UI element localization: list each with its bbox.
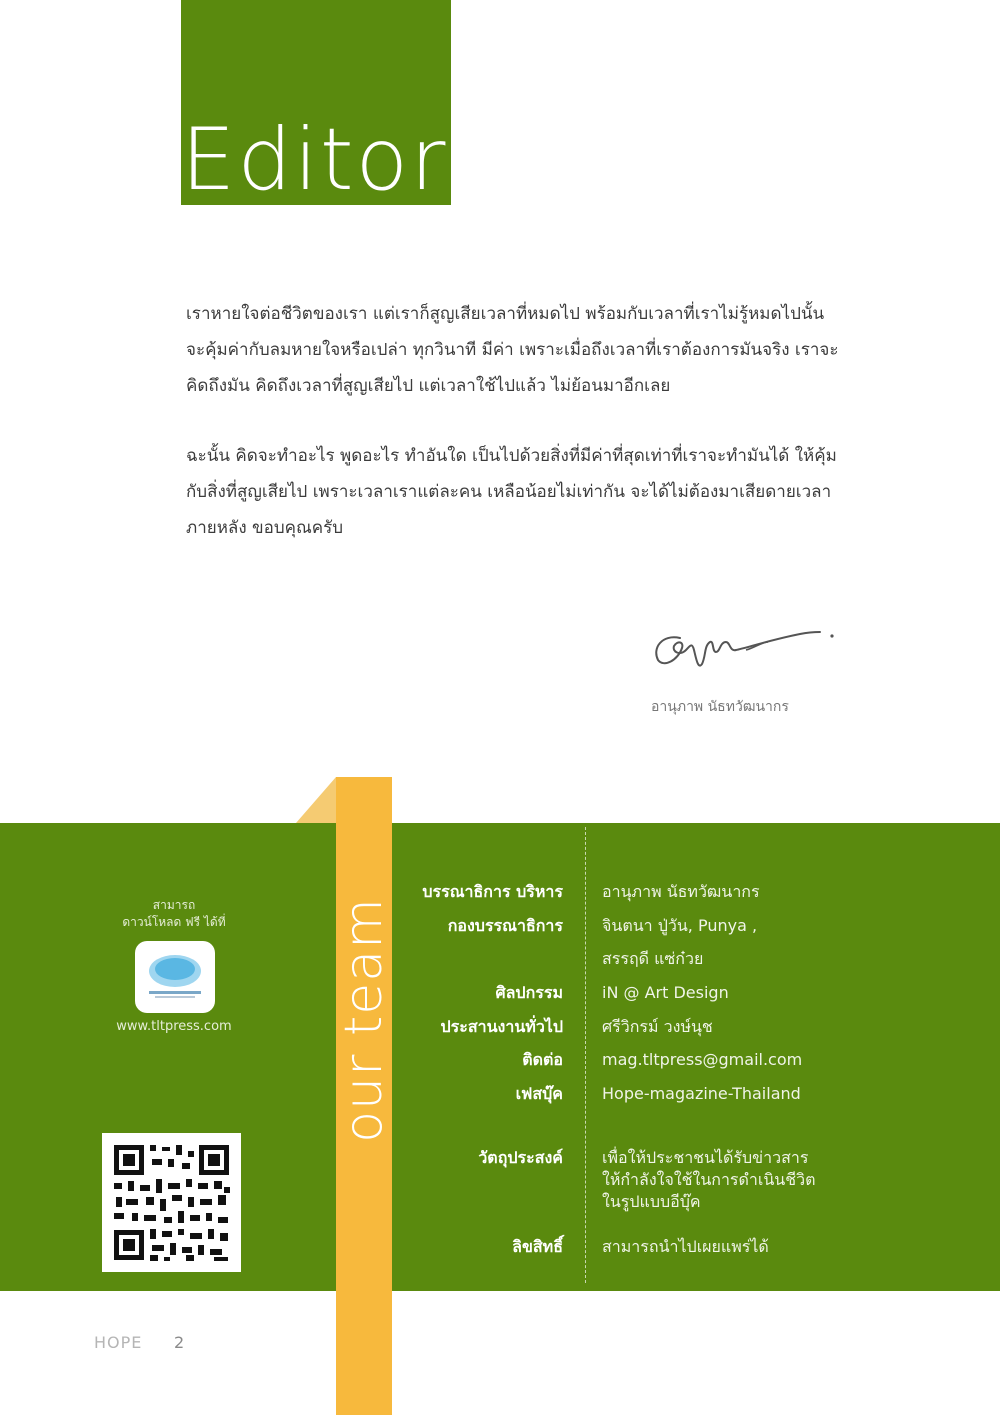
- page-number: 2: [174, 1333, 185, 1352]
- page-title: Editor: [181, 110, 448, 210]
- credit-value: อานุภาพ นัธทวัฒนากร: [602, 882, 760, 901]
- credit-label: ศิลปกรรม: [495, 983, 563, 1002]
- orange-corner-decoration: [296, 777, 336, 823]
- tltpress-app-icon[interactable]: [135, 941, 215, 1013]
- footer-brand: HOPE: [94, 1333, 143, 1352]
- download-caption-line-1: สามารถ: [152, 898, 196, 912]
- website-link[interactable]: www.tltpress.com: [116, 1019, 232, 1034]
- signer-name: อานุภาพ นัธทวัฒนากร: [651, 699, 789, 715]
- credit-value: iN @ Art Design: [602, 983, 729, 1002]
- editorial-paragraph-1: เราหายใจต่อชีวิตของเรา แต่เราก็สูญเสียเวลาที่หมดไป พร้อมกับเวลาที่เราไม่รู้หมดไปนั้น จะคุ้มค่ากับลมหายใจหรือเปล่า ทุกวินาที มีค่า เพราะเมื่อถึงเวลาที่เราต้องการมันจริง เราจะคิดถึงมัน คิดถึงเวลาที่สูญเสียไป แต่เวลาใช้ไปแล้ว ไม่ย้อนมาอีกเลย: [186, 304, 839, 396]
- editorial-paragraph-2: ฉะนั้น คิดจะทำอะไร พูดอะไร ทำอันใด เป็นไปด้วยสิ่งที่มีค่าที่สุดเท่าที่เราจะทำมันได้ ให้คุ้มกับสิ่งที่สูญเสียไป เพราะเวลาเราแต่ละคน เหลือน้อยไม่เท่ากัน จะได้ไม่ต้องมาเสียดายเวลาภายหลัง ขอบคุณครับ: [186, 446, 837, 538]
- credit-label: ติดต่อ: [522, 1050, 563, 1069]
- credit-label: วัตถุประสงค์: [478, 1148, 563, 1167]
- credits-divider: [585, 827, 586, 1283]
- credit-label: ประสานงานทั่วไป: [440, 1017, 563, 1036]
- credit-value: ศรีวิกรม์ วงษ์นุช: [602, 1017, 713, 1036]
- credit-label: เฟสบุ๊ค: [515, 1084, 563, 1103]
- credit-label: บรรณาธิการ บริหาร: [422, 882, 563, 901]
- credit-label: ลิขสิทธิ์: [512, 1237, 563, 1256]
- facebook-link[interactable]: Hope-magazine-Thailand: [602, 1084, 801, 1103]
- credit-value: สรรฤดี แซ่ก๋วย: [602, 949, 704, 968]
- title-block: [181, 0, 451, 210]
- credit-value: จินตนา ปู่วัน, Punya ,: [602, 916, 758, 935]
- credit-label: กองบรรณาธิการ: [447, 916, 563, 935]
- team-heading: our team: [334, 897, 394, 1143]
- credit-value: สามารถนำไปเผยแพร่ได้: [602, 1237, 769, 1256]
- signature-icon: [650, 620, 840, 675]
- contact-email[interactable]: mag.tltpress@gmail.com: [602, 1050, 803, 1069]
- download-caption: [100, 897, 248, 931]
- editorial-text: [186, 296, 846, 580]
- credit-value: เพื่อให้ประชาชนได้รับข่าวสาร ให้กำลังใจใช้ในการดำเนินชีวิต ในรูปแบบอีบุ๊ค: [602, 1148, 816, 1211]
- download-caption-line-2: ดาวน์โหลด ฟรี ได้ที่: [122, 915, 226, 929]
- qr-code-icon: [102, 1133, 241, 1272]
